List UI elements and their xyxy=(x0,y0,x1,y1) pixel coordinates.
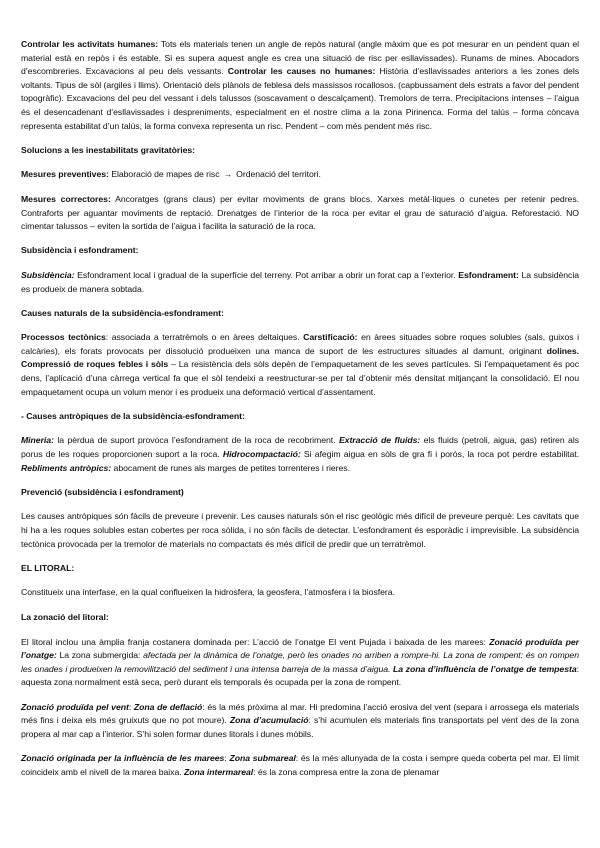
text-zona-deflacio: : és la més pròxima al mar. Hi predomina l’acció erosiva del vent (separa i arrossega els materials més fins i deixa els més gruixuts que no pot moure). xyxy=(21,701,580,726)
paragraph-litoral: Constitueix una interfase, en la qual conflueixen la hidrosfera, la geosfera, l’atmosfera i la biosfera. xyxy=(21,587,395,598)
label-zona-deflacio: Zona de deflació xyxy=(133,701,203,712)
paragraph-causes-antropiques xyxy=(21,434,579,475)
text-controlar-humanes: Tots els materials tenen un angle de repòs natural (angle màxim que es pot mesurar en un pendent quan el material està en repòs i és estable. Si es supera aquest angle es crea una situació de risc per esllavissades). Runams de mines. Abocadors d’escombreries. Excavacions al peu dels vessants. xyxy=(21,39,579,77)
text-zona-submergida: La zona submergida: xyxy=(56,650,144,661)
label-hidrocompactacio: Hidrocompactació: xyxy=(222,449,301,460)
heading-litoral: EL LITORAL: xyxy=(21,562,75,573)
heading-zonacio: La zonació del litoral: xyxy=(21,611,109,622)
paragraph-zonacio-vent xyxy=(21,701,579,742)
text-extraccio-fluids: els fluids (petroli, aigua, gas) retiren als porus de les roques proporcionen suport a la roca. xyxy=(21,435,579,460)
label-zona-tempesta: La zona d’influència de l’onatge de tempesta xyxy=(393,663,577,674)
heading-causes-naturals: Causes naturals de la subsidència-esfondrament: xyxy=(21,307,224,318)
right-arrow-icon: → xyxy=(223,169,233,180)
label-dolines: dolines. xyxy=(546,345,579,356)
label-mesures-correctores: Mesures correctores: xyxy=(21,193,111,204)
label-subsidencia: Subsidència: xyxy=(21,269,75,280)
paragraph-causes-naturals xyxy=(21,331,579,399)
text-zona-acumulacio: : s’hi acumulen els materials fins transportats pel vent des de la zona propera al mar cap a l’interior. S’hi solen formar dunes litorals i dunes mòbils. xyxy=(21,715,580,739)
text-subsidencia: Esfondrament local i gradual de la superfície del terreny. Pot arribar a obrir un forat cap a l’exterior. xyxy=(74,269,459,280)
text-zona-intermareal: : és la zona compresa entre la zona de plenamar xyxy=(253,766,440,777)
text-processos-tectonics: : associada a terratrèmols o en àrees deltaiques. xyxy=(105,332,304,343)
text-carstificacio: en àrees situades sobre roques solubles (sals, guixos i calcàries), els forats provocats per dissolució produeixen una manca de suport de les estructures situades al damunt, originant xyxy=(21,332,579,356)
paragraph-controlar xyxy=(21,38,579,133)
text-colon-marees: : xyxy=(224,752,230,763)
heading-subsidencia: Subsidència i esfondrament: xyxy=(21,245,139,256)
label-controlar-no-humanes: Controlar les causes no humanes: xyxy=(227,66,376,77)
label-zona-intermareal: Zona intermareal xyxy=(183,766,254,777)
label-mesures-preventives: Mesures preventives: xyxy=(21,169,109,180)
label-processos-tectonics: Processos tectònics xyxy=(21,332,106,343)
text-zona-submareal: : és la més allunyada de la costa i sempre queda coberta pel mar. El límit coincideix amb el nivell de la marea baixa. xyxy=(21,752,579,777)
label-controlar-humanes: Controlar les activitats humanes: xyxy=(21,39,159,49)
text-esfondrament: La subsidència es produeix de manera sobtada. xyxy=(21,269,579,294)
text-zona-tempesta: : aquesta zona normalment està seca, però durant els temporals és ocupada per la zona de rompent. xyxy=(21,663,579,688)
label-carstificacio: Carstificació: xyxy=(303,332,358,343)
text-ordenacio: Ordenació del territori. xyxy=(236,169,321,180)
paragraph-mesures-correctores xyxy=(21,193,579,234)
text-mineria: la pèrdua de suport provoca l’esfondrament de la roca de recobriment. xyxy=(53,435,339,446)
text-controlar-no-humanes: Història d’esllavissades anteriors a les zones dels voltants. Tipus de sòl (argiles i llims). Orientació dels plànols de feblesa dels massissos rocallosos. (capbussament dels estrats a favor del pendent topogràfic). Excavacions del peu del vessant i dels talussos (soscavament o descalçament). Tremolors de terra. Precipitacions intenses – l’aigua és el desencadenant d’esllavissades i despreniments, especialment en el nostre clima a la zona Pirinenca. Forma del talús – forma còncava representa estabilitat d’un talús, la forma convexa representa un risc. Pendent – com més pendent més risc. xyxy=(21,66,579,131)
label-rebliments: Rebliments antròpics: xyxy=(21,462,112,473)
text-colon: : xyxy=(128,701,134,712)
heading-prevencio: Prevenció (subsidència i esfondrament) xyxy=(21,486,184,497)
text-mesures-correctores: Ancoratges (grans claus) per evitar moviments de grans blocs. Xarxes metàl·liques o cunetes per retenir pedres. Contraforts per aguantar moviments de reptació. Drenatges de l’interior de la roca per evitar el grau de saturació d’aigua. Reforestació. NO cimentar talussos – eviten la sortida de l’aigua i facilita la saturació de la roca. xyxy=(21,193,579,232)
label-mineria: Mineria: xyxy=(21,435,54,446)
label-zona-submareal: Zona submareal xyxy=(229,752,296,763)
paragraph-mesures-preventives xyxy=(21,168,579,182)
text-litoral-intro: El litoral inclou una àmplia franja costanera dominada per: L’acció de l’onatge El vent Pujada i baixada de les marees: xyxy=(21,636,490,647)
text-zona-rompent: afectada per la dinàmica de l’onatge, però les onades no arriben a rompre-hi. La zona de rompent: és on rompen les onades i produeixen la removilització del sediment i una intensa barreja de la massa d’aigua. xyxy=(21,650,579,674)
paragraph-zonacio-marees xyxy=(21,752,579,779)
label-compressio: Compressió de roques febles i sòls xyxy=(21,359,169,370)
text-hidrocompactacio: Si afegim aigua en sòls de gra fi i porós, la roca pot perdre estabilitat. xyxy=(300,449,579,460)
label-zona-acumulacio: Zona d’acumulació xyxy=(229,715,309,726)
heading-solucions: Solucions a les inestabilitats gravitatòries: xyxy=(21,144,195,155)
label-zonacio-marees: Zonació originada per la influència de les marees xyxy=(21,752,225,763)
label-zonacio-vent: Zonació produïda pel vent xyxy=(21,701,129,712)
paragraph-zonacio-onatge xyxy=(21,636,579,690)
label-extraccio-fluids: Extracció de fluids: xyxy=(338,435,421,446)
heading-causes-antropiques: - Causes antròpiques de la subsidència-esfondrament: xyxy=(21,410,245,421)
paragraph-prevencio: Les causes antròpiques són fàcils de preveure i prevenir. Les causes naturals són el risc geològic més difícil de preveure perquè: Les cavitats que hi ha a les roques solubles estan cobertes per roca sòlida, i no són fàcils de detectar. L’esfondrament és esporàdic i imprevisible. La subsidència tectònica provocada per la tremolor de materials no compactats és més difícil de predir que un terratrèmol. xyxy=(21,511,579,549)
paragraph-subsidencia xyxy=(21,269,579,296)
text-rebliments: abocament de runes als marges de petites torrenteres i rieres. xyxy=(111,462,350,473)
text-compressio: – La resistència dels sòls depèn de l’empaquetament de les seves partícules. Si l’empaquetament és poc dens, l’aplicació d’una càrrega vertical fa que el sòl tendeixi a reestructurar-se per tal d’obtenir més densitat mitjançant la consolidació. El nou empaquetament ocupa un volum menor i es produeix una deformació vertical d’assentament. xyxy=(21,359,579,397)
label-esfondrament: Esfondrament: xyxy=(458,269,519,280)
label-zonacio-onatge: Zonació produïda per l’onatge: xyxy=(21,636,580,661)
text-mesures-preventives: Elaboració de mapes de risc xyxy=(108,169,220,180)
